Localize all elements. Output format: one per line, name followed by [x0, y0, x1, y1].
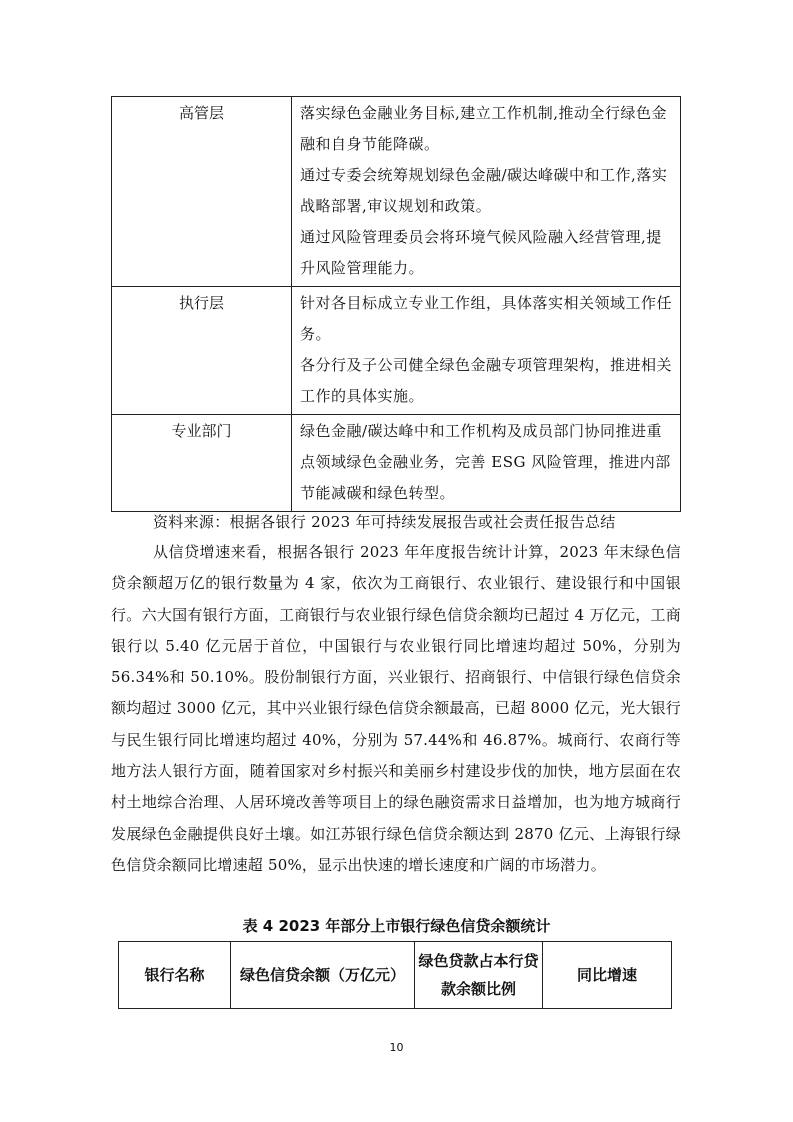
governance-table: [111, 96, 681, 512]
role-cell: 执行层: [112, 287, 292, 415]
table-title: 表 4 2023 年部分上市银行绿色信贷余额统计: [242, 917, 551, 935]
description-cell: [292, 97, 681, 287]
source-note: 资料来源：根据各银行 2023 年可持续发展报告或社会责任报告总结: [153, 513, 616, 531]
column-header: 同比增速: [543, 942, 672, 1009]
description-line: 通过风险管理委员会将环境气候风险融入经营管理,提升风险管理能力。: [300, 228, 662, 277]
table-row: [112, 287, 681, 415]
table-row: [112, 97, 681, 287]
role-cell: 专业部门: [112, 415, 292, 512]
column-header: 绿色贷款占本行贷款余额比例: [415, 942, 543, 1009]
description-cell: [292, 287, 681, 415]
table-row: [112, 415, 681, 512]
column-header: 绿色信贷余额（万亿元）: [231, 942, 415, 1009]
description-line: 各分行及子公司健全绿色金融专项管理架构，推进相关工作的具体实施。: [300, 356, 673, 405]
description-line: 绿色金融/碳达峰中和工作机构及成员部门协同推进重点领域绿色金融业务，完善 ESG 风险管理，推进内部节能减碳和绿色转型。: [300, 422, 671, 502]
role-cell: 高管层: [112, 97, 292, 287]
table-header-row: [119, 942, 672, 1009]
green-loan-table: [118, 941, 672, 1009]
page-number: 10: [389, 1041, 404, 1054]
description-line: 针对各目标成立专业工作组，具体落实相关领域工作任务。: [300, 294, 673, 343]
body-paragraph: 从信贷增速来看，根据各银行 2023 年年度报告统计计算，2023 年末绿色信贷余额超万亿的银行数量为 4 家，依次为工商银行、农业银行、建设银行和中国银行。六大国有银行方面，工商银行与农业银行绿色信贷余额均已超过 4 万亿元，工商银行以 5.40 亿元居于首位，中国银行与农业银行同比增速均超过 50%，分别为 56.34%和 50.10%。股份制银行方面，兴业银行、招商银行、中信银行绿色信贷余额均超过 3000 亿元，其中兴业银行绿色信贷余额最高，已超 8000 亿元，光大银行与民生银行同比增速均超过 40%，分别为 57.44%和 46.87%。城商行、农商行等地方法人银行方面，随着国家对乡村振兴和美丽乡村建设步伐的加快，地方层面在农村土地综合治理、人居环境改善等项目上的绿色融资需求日益增加，也为地方城商行发展绿色金融提供良好土壤。如江苏银行绿色信贷余额达到 2870 亿元、上海银行绿色信贷余额同比增速超 50%，显示出快速的增长速度和广阔的市场潜力。: [111, 543, 681, 874]
column-header: 银行名称: [119, 942, 231, 1009]
description-cell: [292, 415, 681, 512]
description-line: 落实绿色金融业务目标,建立工作机制,推动全行绿色金融和自身节能降碳。: [300, 104, 668, 153]
description-line: 通过专委会统筹规划绿色金融/碳达峰碳中和工作,落实战略部署,审议规划和政策。: [300, 166, 668, 215]
